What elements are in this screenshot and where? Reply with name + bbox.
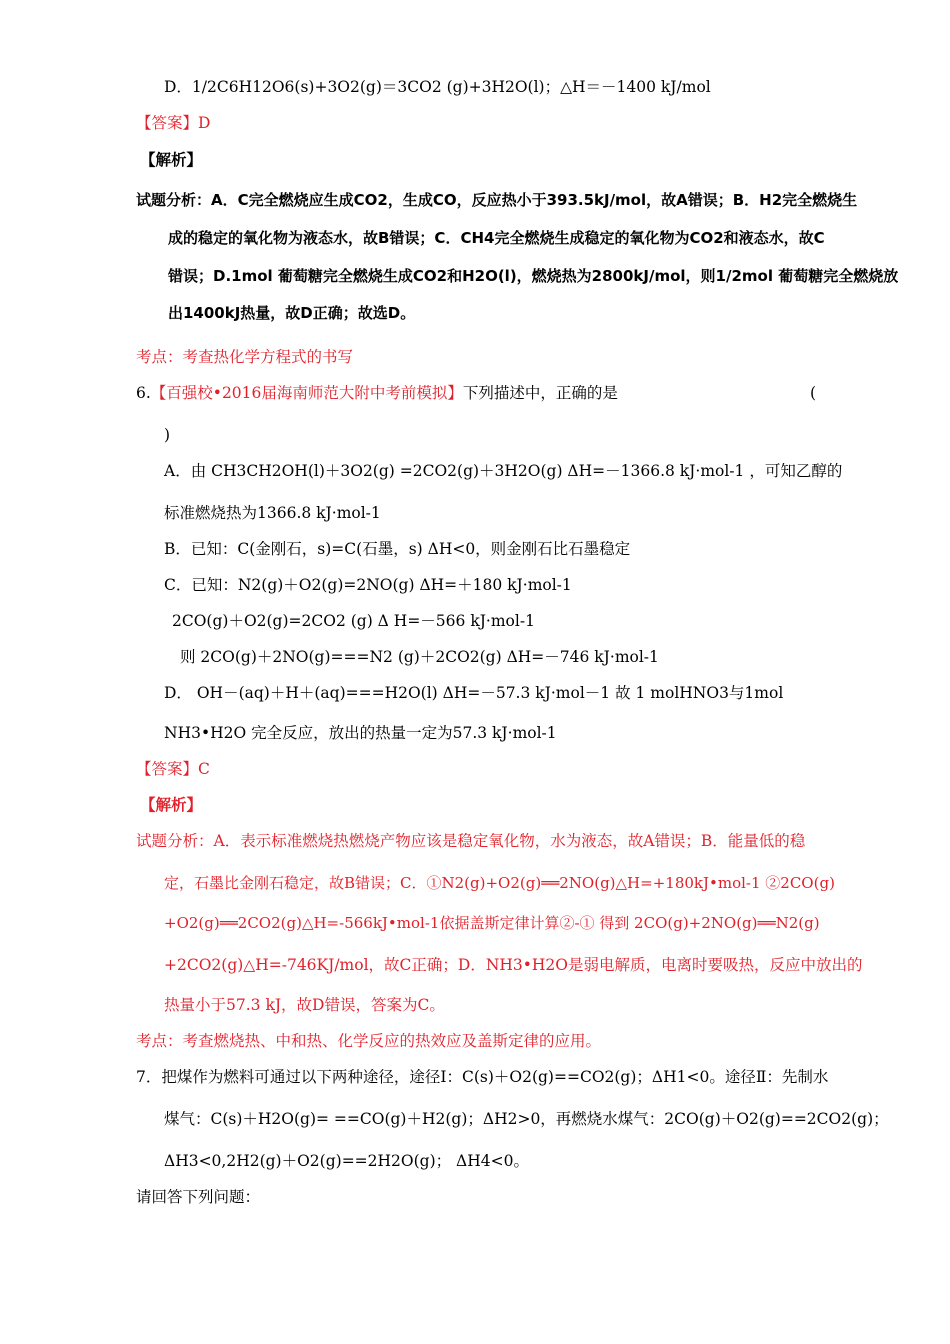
q6-option-b: B．已知：C(金刚石，s)=C(石墨，s) ΔH<0，则金刚石比石墨稳定 [164,540,631,558]
q6-kaodian: 考点：考查燃烧热、中和热、化学反应的热效应及盖斯定律的应用。 [136,1032,602,1050]
q5-option-d: D．1/2C6H12O6(s)+3O2(g)＝3CO2 (g)+3H2O(l)；△H＝－1400 kJ/mol [164,78,711,96]
q5-analysis-line-2: 成的稳定的氧化物为液态水，故B错误；C．CH4完全燃烧生成稳定的氧化物为CO2和液态水，故C [168,229,825,247]
q6-option-c-line-2: 2CO(g)＋O2(g)=2CO2 (g) Δ H=－566 kJ·mol-1 [172,612,535,630]
q5-analysis-line-1: 试题分析：A．C完全燃烧应生成CO2，生成CO，反应热小于393.5kJ/mol，故A错误；B．H2完全燃烧生 [136,191,858,209]
answer-label: 【答案】 [136,760,199,778]
q6-option-a-line-2: 标准燃烧热为1366.8 kJ·mol-1 [164,504,381,522]
q7-line-1: 7．把煤作为燃料可通过以下两种途径，途径Ⅰ：C(s)＋O2(g)==CO2(g)；ΔH1<0。途径Ⅱ：先制水 [136,1068,829,1086]
q6-analysis-line-4: +2CO2(g)△H=-746KJ/mol，故C正确；D．NH3•H2O是弱电解质，电离时要吸热，反应中放出的 [164,956,863,974]
q6-analysis-label: 【解析】 [140,796,203,814]
q6-paren-close: ) [164,426,171,444]
q6-paren-open: ( [810,384,817,402]
q6-analysis-line-5: 热量小于57.3 kJ，故D错误，答案为C。 [164,996,445,1014]
answer-label: 【答案】 [136,114,199,132]
q6-option-a-line-1: A．由 CH3CH2OH(l)＋3O2(g) =2CO2(g)＋3H2O(g) ΔH=－1366.8 kJ·mol-1 ，可知乙醇的 [164,462,843,480]
q5-analysis-line-3: 错误；D.1mol 葡萄糖完全燃烧生成CO2和H2O(l)，燃烧热为2800kJ/mol，则1/2mol 葡萄糖完全燃烧放 [168,267,899,285]
q6-analysis-line-3: +O2(g)══2CO2(g)△H=-566kJ•mol-1依据盖斯定律计算②-① 得到 2CO(g)+2NO(g)══N2(g) [164,914,820,932]
q6-stem: 下列描述中，正确的是 [462,384,618,402]
q6-option-c-line-1: C．已知：N2(g)＋O2(g)=2NO(g) ΔH=＋180 kJ·mol-1 [164,576,572,594]
q7-line-4: 请回答下列问题： [136,1188,261,1206]
q6-option-d-line-2: NH3•H2O 完全反应，放出的热量一定为57.3 kJ·mol-1 [164,724,557,742]
q7-line-3: ΔH3<0,2H2(g)＋O2(g)==2H2O(g)； ΔH4<0。 [164,1152,529,1170]
answer-value: D [198,114,211,132]
q5-answer [136,112,210,134]
q5-analysis-label: 【解析】 [140,151,203,169]
q6-number: 6. [136,384,151,402]
q6-option-c-line-3: 则 2CO(g)＋2NO(g)===N2 (g)＋2CO2(g) ΔH=－746 kJ·mol-1 [180,648,659,666]
q6-option-d-line-1: D． OH－(aq)＋H＋(aq)===H2O(l) ΔH=－57.3 kJ·mol－1 故 1 molHNO3与1mol [164,684,784,702]
q6-analysis-line-2: 定，石墨比金刚石稳定，故B错误；C．①N2(g)+O2(g)══2NO(g)△H=+180kJ•mol-1 ②2CO(g) [164,874,835,892]
answer-value: C [198,760,210,778]
q6-header [136,382,618,404]
q6-analysis-line-1: 试题分析：A．表示标准燃烧热燃烧产物应该是稳定氧化物，水为液态，故A错误；B．能量低的稳 [136,832,806,850]
q5-analysis-line-4: 出1400kJ热量，故D正确；故选D。 [168,304,416,322]
q7-line-2: 煤气：C(s)＋H2O(g)= ==CO(g)＋H2(g)；ΔH2>0，再燃烧水煤气：2CO(g)＋O2(g)==2CO2(g)； [164,1110,889,1128]
q5-kaodian: 考点：考查热化学方程式的书写 [136,348,354,366]
q6-source: 【百强校•2016届海南师范大附中考前模拟】 [150,384,463,402]
q6-answer [136,758,210,780]
